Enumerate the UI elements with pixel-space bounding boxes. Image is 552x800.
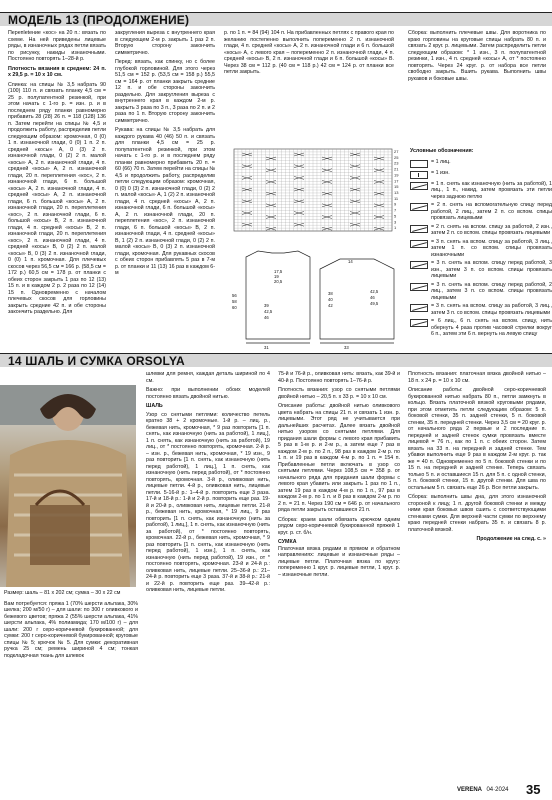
legend-text: = 3 п. снять на вспом. спицу за работой, 3 лиц., затем 3 п. со вспом. спицы провязать лицевыми <box>431 303 552 316</box>
section-title: МОДЕЛЬ 13 (ПРОДОЛЖЕНИЕ) <box>8 13 190 27</box>
legend-item <box>410 224 552 237</box>
paragraph: Платочная вязка рядами в прямом и обратном направлениях: лицевые и изнаночные ряды – лицевые петли. Платочная вязка по кругу: попеременно 1 круг. р. лицевые петли, 1 круг. р. – изнаночные петли. <box>278 545 400 578</box>
stitch-symbol-icon <box>410 240 428 248</box>
row-number: 3 <box>394 219 397 225</box>
dim-label: 31 <box>264 345 269 350</box>
stitch-symbol-icon <box>410 182 428 190</box>
paragraph: Перед: вязать, как спинку, но с более глубокой горловиной. Для этого через 51,5 см = 152 р. (53,5 см = 158 р.) 55,5 см = 164 р. от планки закрыть средние 12 п. и обе стороны закончить раздельно. Для закругления выреза с внутреннего края в каждом 2-м р. закрыть 3 раза по 3 п., 3 раза по 2 п. и 2 раза по 1 п. Вторую сторону закончить симметрично. <box>115 59 215 124</box>
paragraph: Плотность вязания: узор со снятыми петлями двойной нитью – 20,5 п. х 33 р. = 10 х 10 см. <box>278 387 400 400</box>
row-number: 15 <box>394 184 399 190</box>
footer <box>457 787 509 793</box>
legend-item <box>410 260 552 280</box>
text-column-2 <box>115 30 215 370</box>
stitch-symbol-icon <box>410 225 428 233</box>
paragraph: Плотность вязания: платочная вязка двойной нитью – 18 п. х 24 р. = 10 х 10 см. <box>408 371 546 384</box>
chart-gridlines <box>234 149 392 231</box>
stitch-symbol-icon <box>410 319 428 327</box>
legend-item <box>410 239 552 259</box>
dim-label: 60 <box>232 305 237 310</box>
paragraph: Сборка: краем шали обвязать крючком одним рядом серо-коричневой букированной пряжей 1 круг. р. ст. б/н. <box>278 516 400 536</box>
section-header-model-13 <box>0 12 552 26</box>
legend-item <box>410 181 552 201</box>
dim-label: 20,5 <box>274 279 283 284</box>
text-column-4 <box>408 30 546 140</box>
legend-text: = 6 лиц., 6 п. снять на вспом. спицу, нить обернуть 4 раза против часовой стрелки вокруг 6 п., затем эти 6 п. вернуть на левую спицу <box>431 318 552 337</box>
row-number: 5 <box>394 213 397 219</box>
legend-item <box>410 303 552 316</box>
paragraph: Сборка: выполнить швы дна, для этого изнаночной стороной к лицу, 1 п. другой боковой стенки и между ними края боковых швов сшить с соответствующими стенками сумки. Для верхней части сумки по верхнему краю передней стенки набрать 35 п. и связать 8 р. платочной вязкой. <box>408 494 546 533</box>
dim-label: 33 <box>344 345 349 350</box>
paragraph: Важно: при выполнении обоих моделей постоянно вязать двойной нитью. <box>146 387 270 400</box>
paragraph: шлевки для ремня, каждая деталь шириной по 4 см. <box>146 371 270 384</box>
paragraph: Узор со снятыми петлями: количество петель кратно 38 + 2 кромочные. 1-й р. – лиц. р., бежевая нить, кромочная, * 9 раз повторить [1 п. снять, как изнаночную (нить за работой), 1 лиц.], 1 п. снять, как изнаночную (нить за работой), 19 лиц., от * постоянно повторять, кромочная. 2-й р. – изн. р., бежевая нить, кромочная, * 19 изн., 9 раз повторить [1 п. снять, как изнаночную (нить перед работой), 1 лиц.], 1 п. снять, как изнаночную (нить перед работой), от * постоянно повторять, кромочная. 3-й р., оливковая нить, лицевые петли. 4-й р., оливковая нить, лицевые петли. 5-16-й р.: 1–4-й р. повторить еще 3 раза. 17-й и 18-й р.: 1-й и 2-й р. повторить еще раз. 19-й и 20-й р., оливковая нить, лицевые петли. 21-й р., бежевая нить, кромочная, * 19 лиц., 9 раз повторить [1 п. снять, как изнаночную (нить за работой), 1 лиц.], 1 п. снять, как изнаночную (нить за работой), от * постоянно повторять, кромочная. 22-й р., бежевая нить, кромочная, * 9 раз повторить [1 п. снять, как изнаночную (нить перед работой), 1 изн.], 1 п. снять, как изнаночную (нить перед работой), 19 изн., от * постоянно повторять, кромочная. 23-й и 24-й р.: оливковая нить, лицевые петли. 25–36-й р.: 21–24-й р. повторить еще 3 раза. 37-й и 38-й р.: 21-й и 22-й р. повторить еще раз. 39–42-й р.: оливковая нить, лицевые петли. <box>146 411 270 593</box>
issue: 04·2024 <box>486 787 509 793</box>
dim-label: 42,5 <box>370 289 379 294</box>
legend-item <box>410 170 552 179</box>
legend-text: = 2 п. снять на вспомогательную спицу перед работой, 2 лиц., затем 2 п. со вспом. спицы провязать лицевыми <box>431 202 552 221</box>
row-number: 27 <box>394 149 399 154</box>
legend <box>410 148 552 346</box>
dim-label: 17,5 <box>274 269 283 274</box>
product-photo <box>0 385 136 587</box>
chart-row-numbers <box>394 149 399 230</box>
stitch-symbol-icon <box>410 203 428 211</box>
text-column-3 <box>224 30 394 138</box>
row-number: 25 <box>394 154 399 160</box>
row-number: 19 <box>394 172 399 178</box>
legend-text: = 3 п. снять на вспом. спицу перед работой, 3 изн., затем 3 п. со вспом. спицы провязать лицевыми <box>431 260 552 279</box>
row-number: 11 <box>394 195 399 201</box>
section-title: 14 ШАЛЬ И СУМКА ORSOLYA <box>8 354 185 368</box>
page-number: 35 <box>526 782 541 797</box>
row-number: 7 <box>394 207 397 213</box>
brand: VERENA <box>457 787 482 793</box>
dim-label: 39 <box>264 303 269 308</box>
paragraph: Описание работы: двойной нитью оливкового цвета набрать на спицы 21 п. и связать 1 изн. р. лицевыми. Этот ряд не учитывается при дальнейших расчетах. Далее вязать двойной нитью узором со снятыми петлями. Для придания шали формы с левого края прибавить 5 раз в 1-м р. и 2-м р., а затем еще 7 раз в каждом 2-м р. по 2 п., 98 раз в каждом 2-м р. по 1 п. и 19 раз в каждом 4-м р. по 1 п. = 154 п. Прибавленные петли включать в узор со снятыми петлями. Через 108,5 см = 358 р. от начального ряда для придания шали формы с левого края убавить или закрыть 1 раз по 1 п., затем 19 раз в каждом 4-м р. по 1 п., 97 раз в каждом 2-м р. по 1 п. и 8 раз в каждом 2-м р. по 2 п. = 21 п. Через 190 см = 646 р. от начального ряда петли закрыть оставшиеся 21 п. <box>278 403 400 513</box>
subheading: ШАЛЬ <box>146 403 163 409</box>
text-column-shawl-cont <box>278 371 400 783</box>
paragraph: Перепletение «кос» на 20 п.: вязать по схеме. На ней приведены лицевые ряды, в изнаночных рядах петли вязать по рисунку, накиды изнаночными. Постоянно повторять 1–28-й р. <box>8 30 106 62</box>
row-number: 9 <box>394 201 397 207</box>
dim-label: 46 <box>264 315 269 320</box>
paragraph: Описание работы: двойной серо-коричневой букированной нитью набрать 80 п., петли замкнуть в кольцо. Вязать платочной вязкой круговыми рядами, при этом отметить петли следующим образом: 5 п. боковой стенки, 35 п. задней стенки, 5 п. боковой стенки, 35 п. передней стенки. Через 3,5 см = 20 круг. р. от начального ряда 2 первые и 2 последние п. передней и задней стенок сумки провязать вместе лицевой = 76 п., как по 1 п. с обеих сторон. Затем вязать на 33 п. на передней и задней стенке. Тем убавки выполнить еще 9 раз в каждом 2-м круг. р. так же = 40 п. Одновременно по 5 п. боковой стенки и по 15 п. на передней и задней стенке. Теперь связать только 5 п. и оставшиеся 15 п. для 5 п. с одной стенки, 5 п. боковой стенки, 15 п. другой стенки. Для шва по остальным 5 п. связать еще 26 р. Все петли закрыть. <box>408 387 546 491</box>
paragraph: Спинка: на спицы № 3,5 набрать 90 (100) 110 п. и связать планку 4,5 см = 25 р. полупатентной резинкой, при этом начать с 1-го р. = изн. р. и в последнем ряду планки равномерно прибавить 28 (28) 26 п. = 118 (128) 136 п. Затем перейти на спицы № 4,5 и продолжить работу, распределив петли следующим образом: кромочная, 0 (0) 1 п. изнаночной глади, 0 (0) 1 п. 2 п. средней «косы» А, 0 (3) 2 п. изнаночной глади, 0 (2) 2 п. малой «косы» А, 2 п. изнаночной глади, 4 п. средней «косы» А, 2 п. изнаночной глади, 20 п. переплетения «кос», 2 п. изнаночной глади, 6 п. большой «косы» А, 2 п. изнаночной глади, 4 п. средней «косы» А, 2 п. изнаночной глади, 6 п. большой «косы» А, 2 п. изнаночной глади, 20 п. переплетения «кос», 2 п. изнаночной глади, 6 п. большой «косы» В, 2 п. изнаночной глади, 4 п. средней «косы» В, 2 п. изнаночной глади, 20 п. переплетения «кос», 2 п. изнаночной глади, 4 п. средней «косы» В, 0 (2) 2 п. малой «косы» В, 0 (3) 2 п. изнаночной глади, 0 (0) 1 п. кромочная. Для плечевых скосов через 56,5 см = 166 р. (58,5 см = 172 р.) 60,5 см = 178 р. от планки с обеих сторон закрыть 1 раз по 12 (13) 15 п. и в каждом 2 р. 2 раза по 12 (14) 15 п. Одновременно с началом плечевых скосов для горловины закрыть средние 42 п. и обе стороны закончить раздельно. Для <box>8 81 106 315</box>
dim-label: 46 <box>370 295 375 300</box>
dim-label: 56 <box>232 293 237 298</box>
dim-label: 58 <box>232 299 237 304</box>
dim-label: 42,5 <box>264 309 273 314</box>
paragraph: Плотность вязания в среднем: 24 п. х 29,5 р. = 10 х 10 см. <box>8 65 106 78</box>
row-number: 1 <box>394 225 397 231</box>
dim-label: 38 <box>328 291 333 296</box>
size-and-materials <box>4 590 138 782</box>
stitch-symbol-icon <box>410 304 428 312</box>
chart-svg <box>224 147 406 353</box>
legend-list <box>410 159 552 338</box>
text-column-bag <box>408 371 546 781</box>
row-number: 13 <box>394 190 399 196</box>
dim-label: 14 <box>348 259 353 264</box>
paragraph: Сборка: выполнить плечевые швы. Для воротника по краю горловины на круговые спицы набрать 80 п. и связать 2 круг. р. лицевыми. Затем распределить петли следующим образом: * 1 изн., 3 п. полупатентной резинки, 1 изн., 4 п. средней «косы» А, от * постоянно повторять. Через 24 круг. р. от набора все петли свободно закрыть. Вшить рукава. Выполнить швы рукавов и боковые швы. <box>408 30 546 82</box>
materials: Вам потребуется: пряжа 1 (70% шерсти альпака, 30% шелка; 200 м/50 г) – для шали: по 300 г оливкового и бежевого цветов; пряжа 2 (55% шерсти альпака, 41% шерсти альпака, 4% полиамида; 170 м/100 г) – для шали: 200 г серо-коричневой букированной; для сумки: 200 г серо-коричневой букированной; круговые спицы № 5; крючок № 5. Для сумки: декоративная ручка 25 см; ремень шириной 4 см; тонкая подкладочная ткань для шлевок <box>4 600 138 659</box>
stitch-symbol-icon <box>410 283 428 291</box>
section-header-model-14 <box>0 353 552 367</box>
legend-text: = 1 лиц. <box>431 158 451 165</box>
legend-item <box>410 159 552 168</box>
text-column-shawl <box>146 371 270 783</box>
legend-item <box>410 282 552 302</box>
legend-title: Условные обозначения: <box>410 148 474 154</box>
legend-text: = 1 изн. <box>431 169 450 176</box>
dim-label: 40 <box>328 297 333 302</box>
legend-text: = 1 п. снять как изнаночную (нить за работой), 1 лиц., 1 п., накид, затем провязать эти петли через заднюю петлю <box>431 180 552 200</box>
legend-item <box>410 202 552 222</box>
stitch-symbol-icon <box>410 160 428 168</box>
stitch-symbol-icon <box>410 261 428 269</box>
dim-label: 42 <box>328 303 333 308</box>
paragraph: Рукава: на спицы № 3,5 набрать для каждого рукава 40 (46) 50 п. и связать для планки 4,5 см = 25 р. полупатентной резинкой, при этом начать с 1-го р. и в последнем ряду планки равномерно прибавить 20 п. = 60 (66) 70 п. Затем перейти на спицы № 4,5 и продолжить работу, распределив петли следующим образом: кромочная, 0 (0) 0 (3) 2 п. изнаночной глади, 0 (2) 2 п. малой «косы» А, 1 (2) 2 п. изнаночной глади, 4 п. средней «косы» А, 2 п. изнаночной глади, 6 п. большой «косы» А, 2 п. изнаночной глади, 20 п. переплетения «кос», 2 п. изнаночной глади, 6 п. большой «косы» В, 2 п. изнаночной глади, 4 п. средней «косы» В, 1 (2) 2 п. изнаночной глади, 0 (2) 2 п. малой «косы» В, 0 (3) 2 п. изнаночной глади, кромочная. Для рукавных скосов с обеих сторон прибавлять 5 раз в 7-м р. от планки и 11 (13) 16 раз в каждом 6-м <box>115 127 215 276</box>
photo-illustration <box>0 385 136 587</box>
legend-item <box>410 318 552 338</box>
dim-label: 49,5 <box>370 301 379 306</box>
schematic-labels <box>232 259 379 350</box>
continued-note: Продолжение на след. с. » <box>476 536 546 542</box>
paragraph: р. по 1 п. = 84 (94) 104 п. На прибавленных петлях с правого края по желанию постепенно выполнить попеременно 2 п. изнаночной глади, 4 п. средней «косы» А, 2 п. изнаночной глади и 6 п. большой «косы» А, с левого края – попеременно 2 п. изнаночной глади, 4 п. средней «косы» В, 2 п. изнаночной глади и 6 п. большой «косы» В. Через 38 см = 112 р. (40 см = 118 р.) 42 см = 124 р. от планки все петли закрыть. <box>224 30 394 75</box>
dim-label: 19 <box>274 274 279 279</box>
legend-text: = 3 п. снять на вспом. спицу за работой, 3 лиц., затем 1 п. со вспом. спицы провязать изнаночными <box>431 238 552 258</box>
legend-text: = 3 п. снять на вспом. спицу перед работой, 2 лиц., затем 3 п. со вспом. спицы провязать лицевыми <box>431 281 552 301</box>
subheading: СУМКА <box>278 539 297 545</box>
stitch-symbol-icon <box>410 171 428 179</box>
paragraph: 75-й и 76-й р., оливковая нить: вязать, как 39-й и 40-й р. Постоянно повторять 1–76-й р. <box>278 371 400 384</box>
knitting-chart <box>224 147 406 353</box>
row-number: 23 <box>394 160 399 166</box>
paragraph: закругления выреза с внутреннего края в следующем 2-м р. закрыть 1 раз 2 п. Вторую сторону закончить симметрично. <box>115 30 215 56</box>
legend-text: = 2 п. снять на вспом. спицу за работой, 2 изн., затем 2 п. со вспом. спицы провязать лицевыми <box>431 223 552 236</box>
text-column-1 <box>8 30 106 370</box>
row-number: 21 <box>394 166 399 172</box>
row-number: 17 <box>394 178 399 184</box>
size-caption: Размер: шаль – 81 х 202 см; сумка – 30 х 22 см <box>4 590 121 596</box>
